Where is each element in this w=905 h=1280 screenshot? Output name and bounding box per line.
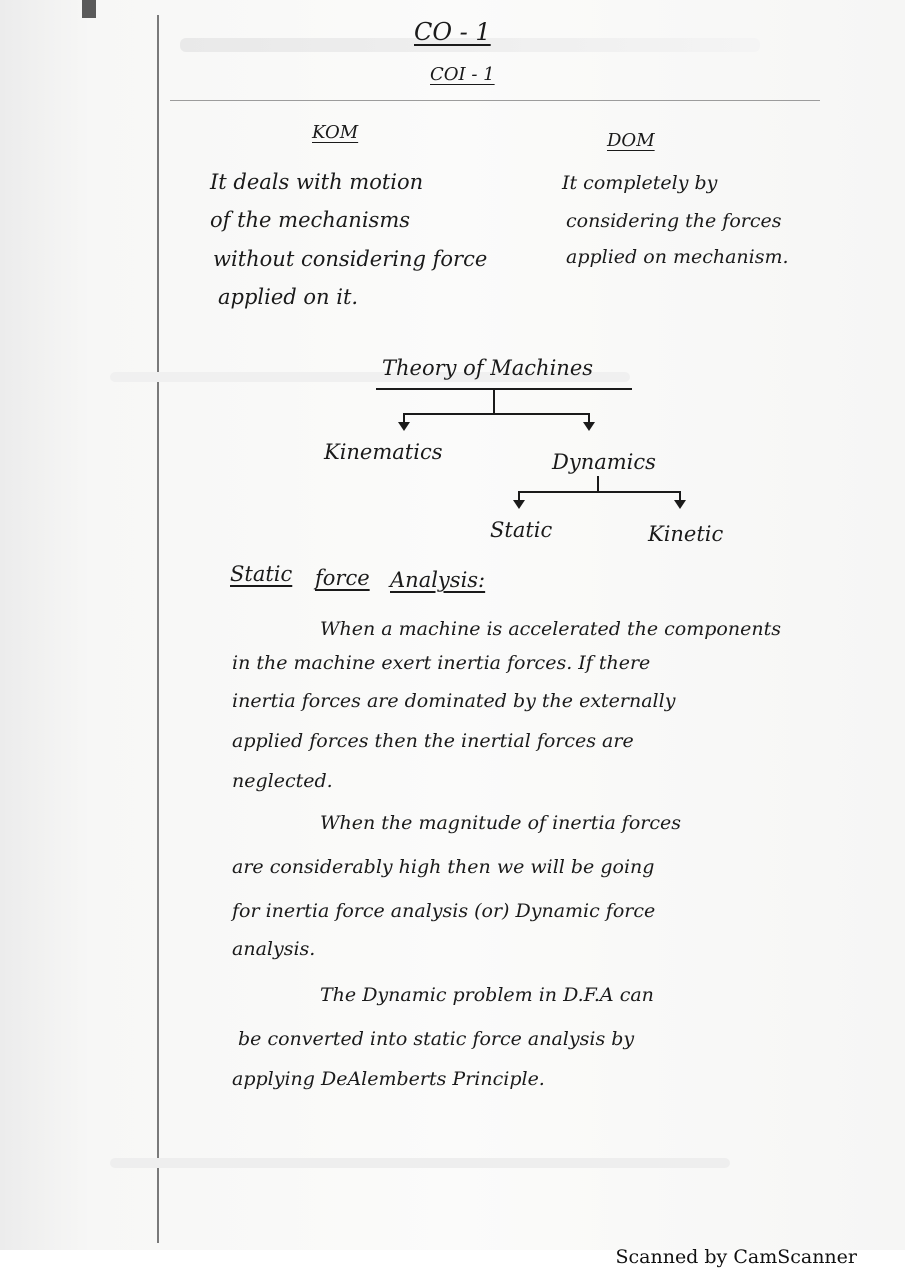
- tree-branch-bar: [403, 413, 589, 415]
- coi-heading: COI - 1: [430, 64, 495, 85]
- co-heading: CO - 1: [414, 18, 491, 46]
- tree-dynamics-stem: [597, 476, 599, 492]
- tree-arrow-static: [513, 500, 525, 509]
- section-title-force: force: [315, 566, 370, 590]
- kom-title: KOM: [312, 122, 359, 143]
- para1-line-3: inertia forces are dominated by the externally: [232, 690, 676, 712]
- para1-line-2: in the machine exert inertia forces. If there: [232, 652, 651, 674]
- dom-title: DOM: [607, 130, 655, 151]
- tree-root: Theory of Machines: [382, 356, 594, 380]
- para2-line-3: for inertia force analysis (or) Dynamic force: [232, 900, 656, 922]
- para1-line-1: When a machine is accelerated the components: [320, 618, 781, 640]
- para3-line-1: The Dynamic problem in D.F.A can: [320, 984, 654, 1006]
- para1-line-5: neglected.: [232, 770, 333, 792]
- tree-kinetic-node: Kinetic: [648, 522, 724, 546]
- para2-line-1: When the magnitude of inertia forces: [320, 812, 681, 834]
- section-title-static: Static: [230, 562, 293, 586]
- tree-dynamics-bar: [518, 491, 680, 493]
- kom-line-4: applied on it.: [218, 285, 359, 309]
- tree-static-node: Static: [490, 518, 553, 542]
- para2-line-4: analysis.: [232, 938, 316, 960]
- tree-arrow-left: [398, 422, 410, 431]
- dom-line-1: It completely by: [562, 172, 718, 194]
- camscanner-watermark: Scanned by CamScanner: [615, 1246, 857, 1268]
- tree-right-node: Dynamics: [552, 450, 656, 474]
- dom-line-2: considering the forces: [566, 210, 782, 232]
- margin-line: [157, 15, 159, 1243]
- para3-line-3: applying DeAlemberts Principle.: [232, 1068, 545, 1090]
- section-title-analysis: Analysis:: [390, 568, 486, 592]
- para2-line-2: are considerably high then we will be going: [232, 856, 655, 878]
- bleed-through-mark: [110, 1158, 730, 1168]
- page-corner-shadow: [82, 0, 96, 18]
- dom-line-3: applied on mechanism.: [566, 246, 789, 268]
- tree-arrow-right: [583, 422, 595, 431]
- kom-line-1: It deals with motion: [210, 170, 424, 194]
- tree-left-node: Kinematics: [324, 440, 443, 464]
- para1-line-4: applied forces then the inertial forces are: [232, 730, 634, 752]
- tree-root-bar: [376, 388, 632, 390]
- tree-arrow-kinetic: [674, 500, 686, 509]
- tree-root-stem: [493, 388, 495, 414]
- kom-line-2: of the mechanisms: [210, 208, 411, 232]
- kom-line-3: without considering force: [213, 247, 488, 271]
- para3-line-2: be converted into static force analysis by: [238, 1028, 635, 1050]
- header-rule: [170, 100, 820, 101]
